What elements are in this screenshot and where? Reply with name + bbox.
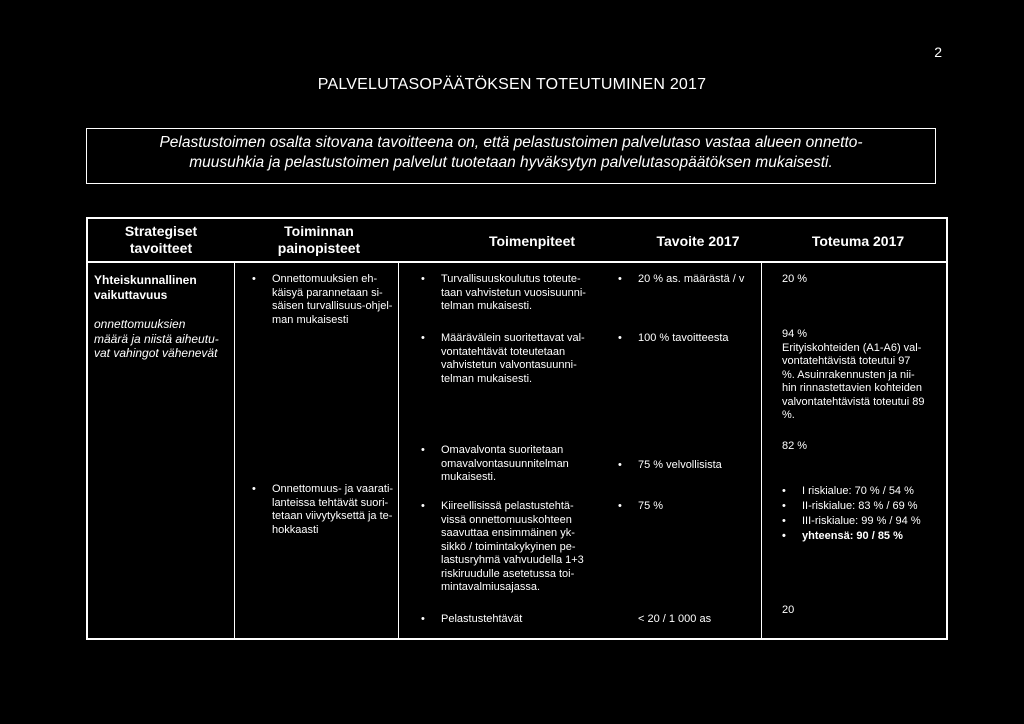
- target-value: • 100 % tavoitteesta: [638, 332, 758, 346]
- result-value: 20: [782, 604, 795, 616]
- header-actions: Toimenpiteet: [488, 233, 576, 249]
- page-title: PALVELUTASOPÄÄTÖKSEN TOTEUTUMINEN 2017: [317, 76, 707, 93]
- focus-item: • Onnettomuuksien eh- käisyä parannetaan si- säisen turvallisuus-ohjel- man mukaisesti: [272, 273, 396, 327]
- action-item: • Kiireellisissä pelastustehtä- vissä onnettomuuskohteen saavuttaa ensimmäinen yk- sikkö / toimintakykyinen pe- lastusryhmä vahvuudella 1+3 riskiruudulle asetetussa toi- mintavalmiusajassa.: [441, 500, 601, 595]
- result-bullet: • III-riskialue: 99 % / 94 %: [802, 515, 948, 529]
- table-body: [86, 262, 948, 640]
- goal-subtitle: määrä ja niistä aiheutu-: [94, 331, 219, 346]
- result-bullet: • I riskialue: 70 % / 54 %: [802, 485, 948, 499]
- goal-cell: [94, 273, 232, 361]
- column-divider: [234, 263, 235, 638]
- header-focus-areas: Toiminnan painopisteet: [277, 223, 361, 256]
- goal-subtitle: vat vahingot vähenevät: [94, 346, 218, 360]
- header-strategic-goals: Strategiset tavoitteet: [124, 223, 198, 256]
- intro-line: muusuhkia ja pelastustoimen palvelut tuotetaan hyväksytyn palvelutasopäätöksen mukaisesti.: [189, 154, 833, 171]
- target-value: < 20 / 1 000 as: [638, 613, 712, 625]
- focus-item: • Onnettomuus- ja vaarati- lanteissa tehtävät suori- tetaan viivytyksettä ja te- hokkaasti: [272, 483, 396, 537]
- goal-subtitle: onnettomuuksien: [94, 317, 186, 331]
- action-item: • Pelastustehtävät: [441, 613, 601, 627]
- result-value: 94 % Erityiskohteiden (A1-A6) val- vontatehtävistä toteutui 97 %. Asuinrakennusten ja nii- hin rinnastettavien kohteiden valvontatehtävistä toteutui 89 %.: [782, 328, 925, 421]
- table-header: [86, 217, 948, 263]
- action-item: • Turvallisuuskoulutus toteute- taan vahvistetun vuosisuunni- telman mukaisesti.: [441, 273, 601, 314]
- result-bullet: • II-riskialue: 83 % / 69 %: [802, 500, 948, 514]
- target-value: • 20 % as. määrästä / v: [638, 273, 758, 287]
- column-divider: [398, 263, 399, 638]
- result-bullet: • yhteensä: 90 / 85 %: [802, 530, 948, 544]
- target-value: • 75 % velvollisista: [638, 459, 758, 473]
- header-target: Tavoite 2017: [656, 233, 740, 249]
- action-item: • Omavalvonta suoritetaan omavalvontasuunnitelman mukaisesti.: [441, 444, 601, 485]
- goal-title: vaikuttavuus: [94, 287, 168, 302]
- action-item: • Määrävälein suoritettavat val- vontatehtävät toteutetaan vahvistetun valvontasuunni- telman mukaisesti.: [441, 332, 601, 386]
- column-divider: [761, 263, 762, 638]
- goal-title: Yhteiskunnallinen: [94, 273, 197, 287]
- intro-text: [87, 133, 935, 173]
- result-value: 20 %: [782, 273, 808, 285]
- intro-line: Pelastustoimen osalta sitovana tavoitteena on, että pelastustoimen palvelutaso vastaa alueen onnetto-: [159, 134, 863, 151]
- page-number: 2: [934, 44, 942, 60]
- intro-box: [86, 128, 936, 184]
- header-result: Toteuma 2017: [811, 233, 905, 249]
- result-value: 82 %: [782, 440, 808, 452]
- target-value: • 75 %: [638, 500, 758, 514]
